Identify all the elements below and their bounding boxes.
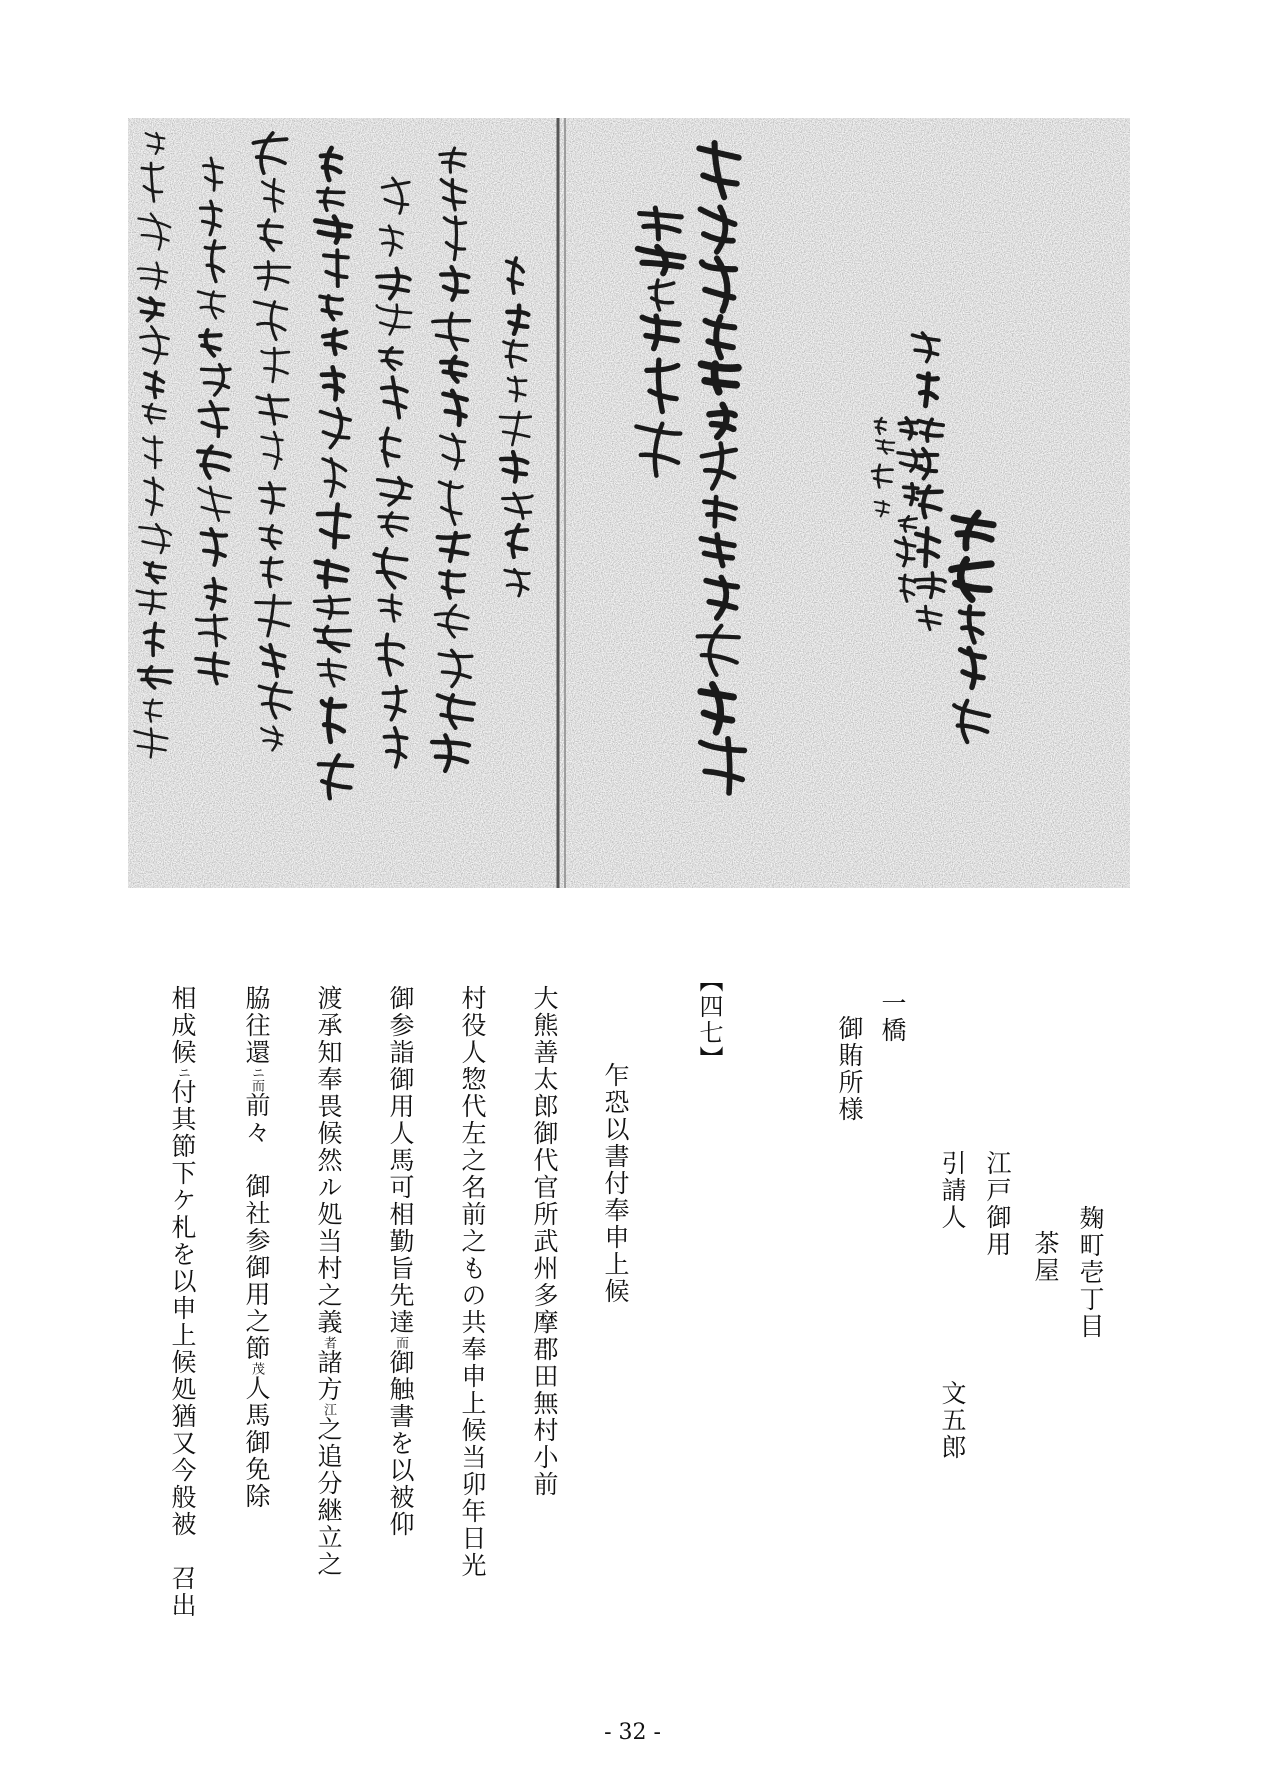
body-line-5-small-2: 茂 <box>249 1362 264 1375</box>
body-line-4 <box>316 985 341 1578</box>
body-line-3-small: 而 <box>393 1336 408 1349</box>
town-line: 麹町壱丁目 <box>1076 1205 1105 1340</box>
body-line-5-part-c: 人馬御免除 <box>242 1375 271 1510</box>
entry-number: 【四七】 <box>695 968 723 1072</box>
shop-line: 茶屋 <box>1031 1230 1060 1284</box>
body-line-4-small-2: 江 <box>321 1403 336 1416</box>
body-line-4-part-b: 諸方 <box>314 1349 343 1403</box>
address-line-makanaisho: 御賄所様 <box>835 1015 864 1123</box>
body-line-5-part-a: 脇往還 <box>242 985 271 1066</box>
body-line-6-small: ニ <box>175 1066 190 1079</box>
sender-name: 文五郎 <box>938 1380 967 1461</box>
role-hikiukenin: 引請人 <box>938 1150 967 1231</box>
manuscript-strokes <box>128 118 1130 888</box>
body-line-3 <box>388 985 413 1538</box>
body-line-5-small-1: ニ而 <box>249 1066 264 1092</box>
body-line-2: 村役人惣代左之名前之もの共奉申上候当卯年日光 <box>458 985 487 1579</box>
role-edo-goyo: 江戸御用 <box>983 1150 1012 1258</box>
body-line-4-small-1: 者 <box>321 1336 336 1349</box>
body-line-5 <box>244 985 269 1510</box>
body-line-1: 大熊善太郎御代官所武州多摩郡田無村小前 <box>530 985 559 1498</box>
body-line-5-part-b: 前々 御社参御用之節 <box>242 1092 271 1362</box>
body-line-3-part-b: 御触書を以被仰 <box>386 1349 415 1538</box>
body-line-6-part-a: 相成候 <box>168 985 197 1066</box>
body-line-4-part-a: 渡承知奉畏候然ル処当村之義 <box>314 985 343 1336</box>
body-line-4-part-c: 之追分継立之 <box>314 1416 343 1578</box>
body-line-6-part-b: 付其節下ケ札を以申上候処猶又今般被 召出 <box>168 1079 197 1619</box>
body-line-6 <box>170 985 195 1619</box>
body-line-3-part-a: 御参詣御用人馬可相勤旨先達 <box>386 985 415 1336</box>
opening-line: 乍恐以書付奉申上候 <box>601 1062 630 1305</box>
page-number: - 32 - <box>604 1720 661 1745</box>
manuscript-scan-image <box>128 118 1130 888</box>
address-line-hitotsubashi: 一橋 <box>878 990 907 1044</box>
